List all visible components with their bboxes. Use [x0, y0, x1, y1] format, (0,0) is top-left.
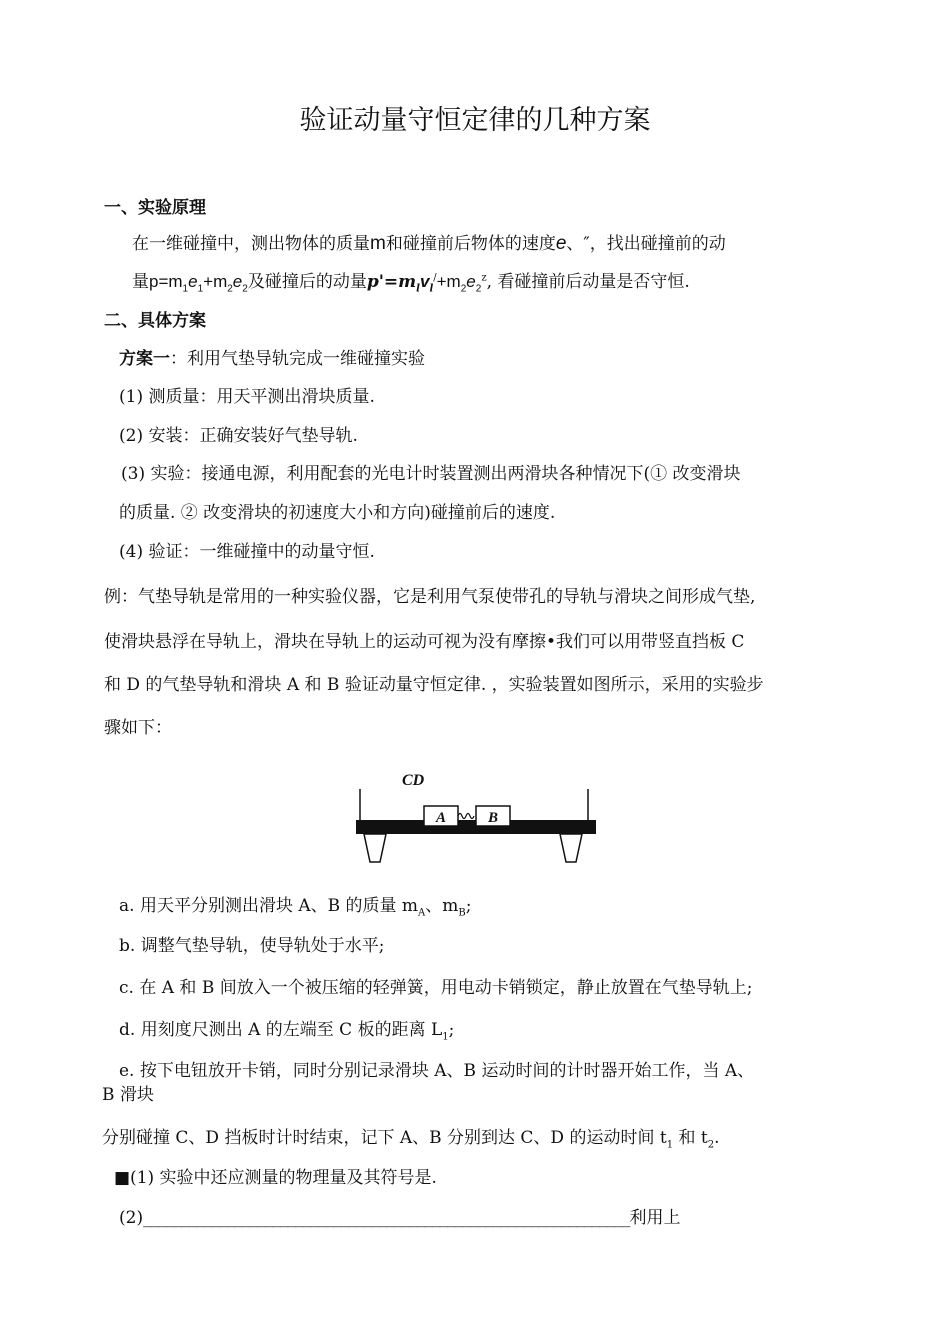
- subscript: A: [418, 907, 426, 919]
- support-leg-left: [364, 834, 386, 862]
- symbol-e: e: [466, 272, 476, 291]
- text-segment: d. 用刻度尺测出 A 的左端至 C 板的距离 L: [119, 1020, 443, 1040]
- text-segment: .: [714, 1128, 720, 1148]
- formula-plus: +m: [436, 272, 461, 291]
- example-line-1: 例：气垫导轨是常用的一种实验仪器，它是利用气泵使带孔的导轨与滑块之间形成气垫,: [104, 587, 756, 607]
- formula-plus: +m: [203, 272, 228, 291]
- subscript: 1: [442, 1031, 449, 1043]
- text-segment: ;: [465, 896, 472, 916]
- subscript: l: [416, 283, 420, 295]
- symbol-e: e: [188, 272, 198, 291]
- formula-before: p=m: [149, 272, 183, 291]
- step-experiment: (3) 实验：接通电源，利用配套的光电计时装置测出两滑块各种情况下(① 改变滑块: [121, 464, 741, 484]
- procedure-a: [119, 895, 472, 917]
- support-leg-right: [560, 834, 582, 862]
- question-2: [119, 1207, 681, 1229]
- superscript: z: [481, 272, 487, 284]
- step-experiment-cont: 的质量. ② 改变滑块的初速度大小和方向)碰撞前后的速度.: [119, 503, 556, 523]
- label-cd: CD: [402, 772, 425, 789]
- procedure-b: b. 调整气垫导轨，使导轨处于水平;: [119, 936, 385, 956]
- procedure-c: c. 在 A 和 B 间放入一个被压缩的轻弹簧，用电动卡销锁定，静止放置在气垫导轨上;: [119, 978, 753, 998]
- subscript: 1: [182, 283, 189, 295]
- symbol-m: m: [370, 233, 386, 254]
- text-segment: ，找出碰撞前的动: [589, 234, 726, 254]
- example-line-3: 和 D 的气垫导轨和滑块 A 和 B 验证动量守恒定律. ，实验装置如图所示，采用的实验步: [104, 675, 764, 695]
- procedure-e-line-1: e. 按下电钮放开卡销，同时分别记录滑块 A、B 运动时间的计时器开始工作，当 A、: [119, 1061, 755, 1081]
- section-heading-principle: 一、实验原理: [104, 198, 206, 218]
- text-segment: a. 用天平分别测出滑块 A、B 的质量 m: [119, 896, 419, 916]
- subscript: 2: [242, 283, 248, 295]
- section-heading-scheme: 二、具体方案: [104, 311, 206, 331]
- scheme-one-label: 方案一: [119, 349, 170, 369]
- subscript: 2: [475, 283, 482, 295]
- procedure-e-line-2: B 滑块: [102, 1085, 154, 1105]
- question-1: ■(1) 实验中还应测量的物理量及其符号是.: [114, 1168, 437, 1188]
- example-line-2: 使滑块悬浮在导轨上，滑块在导轨上的运动可视为没有摩擦•我们可以用带竖直挡板 C: [104, 632, 745, 652]
- step-install: (2) 安装：正确安装好气垫导轨.: [119, 426, 358, 446]
- spring-icon: [458, 814, 474, 819]
- text-segment: 及碰撞后的动量: [247, 272, 367, 292]
- block-b-label: B: [487, 810, 499, 826]
- air-track-figure: [352, 765, 600, 870]
- answer-blank: ________________________________________________________________: [143, 1208, 630, 1228]
- air-track-diagram: [352, 765, 600, 870]
- question-2-label: (2): [119, 1208, 144, 1228]
- question-2-tail: 利用上: [629, 1208, 681, 1228]
- text-segment: 和 t: [673, 1128, 708, 1148]
- example-line-4: 骤如下：: [104, 718, 172, 738]
- procedure-d: [119, 1019, 454, 1041]
- subscript: 1: [197, 283, 204, 295]
- principle-line-1: [132, 233, 726, 255]
- symbol-prime: ″: [583, 234, 590, 254]
- subscript: 2: [707, 1139, 715, 1151]
- formula-after: p'=m: [366, 272, 417, 292]
- subscript: l: [429, 283, 434, 295]
- block-a-label: A: [435, 810, 447, 826]
- subscript: 2: [460, 283, 467, 295]
- text-segment: 在一维碰撞中，测出物体的质量: [132, 234, 370, 254]
- document-title: 验证动量守恒定律的几种方案: [299, 105, 651, 136]
- step-verify: (4) 验证：一维碰撞中的动量守恒.: [119, 542, 375, 562]
- text-segment: 分别碰撞 C、D 挡板时计时结束，记下 A、B 分别到达 C、D 的运动时间 t: [102, 1128, 667, 1148]
- text-segment: 、: [566, 234, 584, 254]
- text-segment: , 看碰撞前后动量是否守恒.: [486, 272, 690, 292]
- procedure-e-line-3: [102, 1127, 720, 1149]
- subscript: B: [458, 907, 466, 919]
- principle-line-2: [132, 271, 690, 293]
- subscript: 1: [666, 1139, 674, 1151]
- text-segment: ;: [448, 1020, 455, 1040]
- scheme-one-line: [119, 348, 425, 370]
- step-measure-mass: (1) 测质量：用天平测出滑块质量.: [119, 387, 375, 407]
- symbol-e: e: [232, 272, 243, 291]
- text-segment: 和碰撞前后物体的速度: [385, 234, 556, 254]
- symbol-v: v: [419, 272, 430, 291]
- symbol-e: e: [555, 233, 567, 254]
- text-segment: 量: [132, 272, 149, 292]
- scheme-one-text: ：利用气垫导轨完成一维碰撞实验: [170, 349, 425, 369]
- superscript: /: [433, 272, 437, 284]
- subscript: 2: [227, 283, 233, 295]
- text-segment: 、m: [425, 896, 459, 916]
